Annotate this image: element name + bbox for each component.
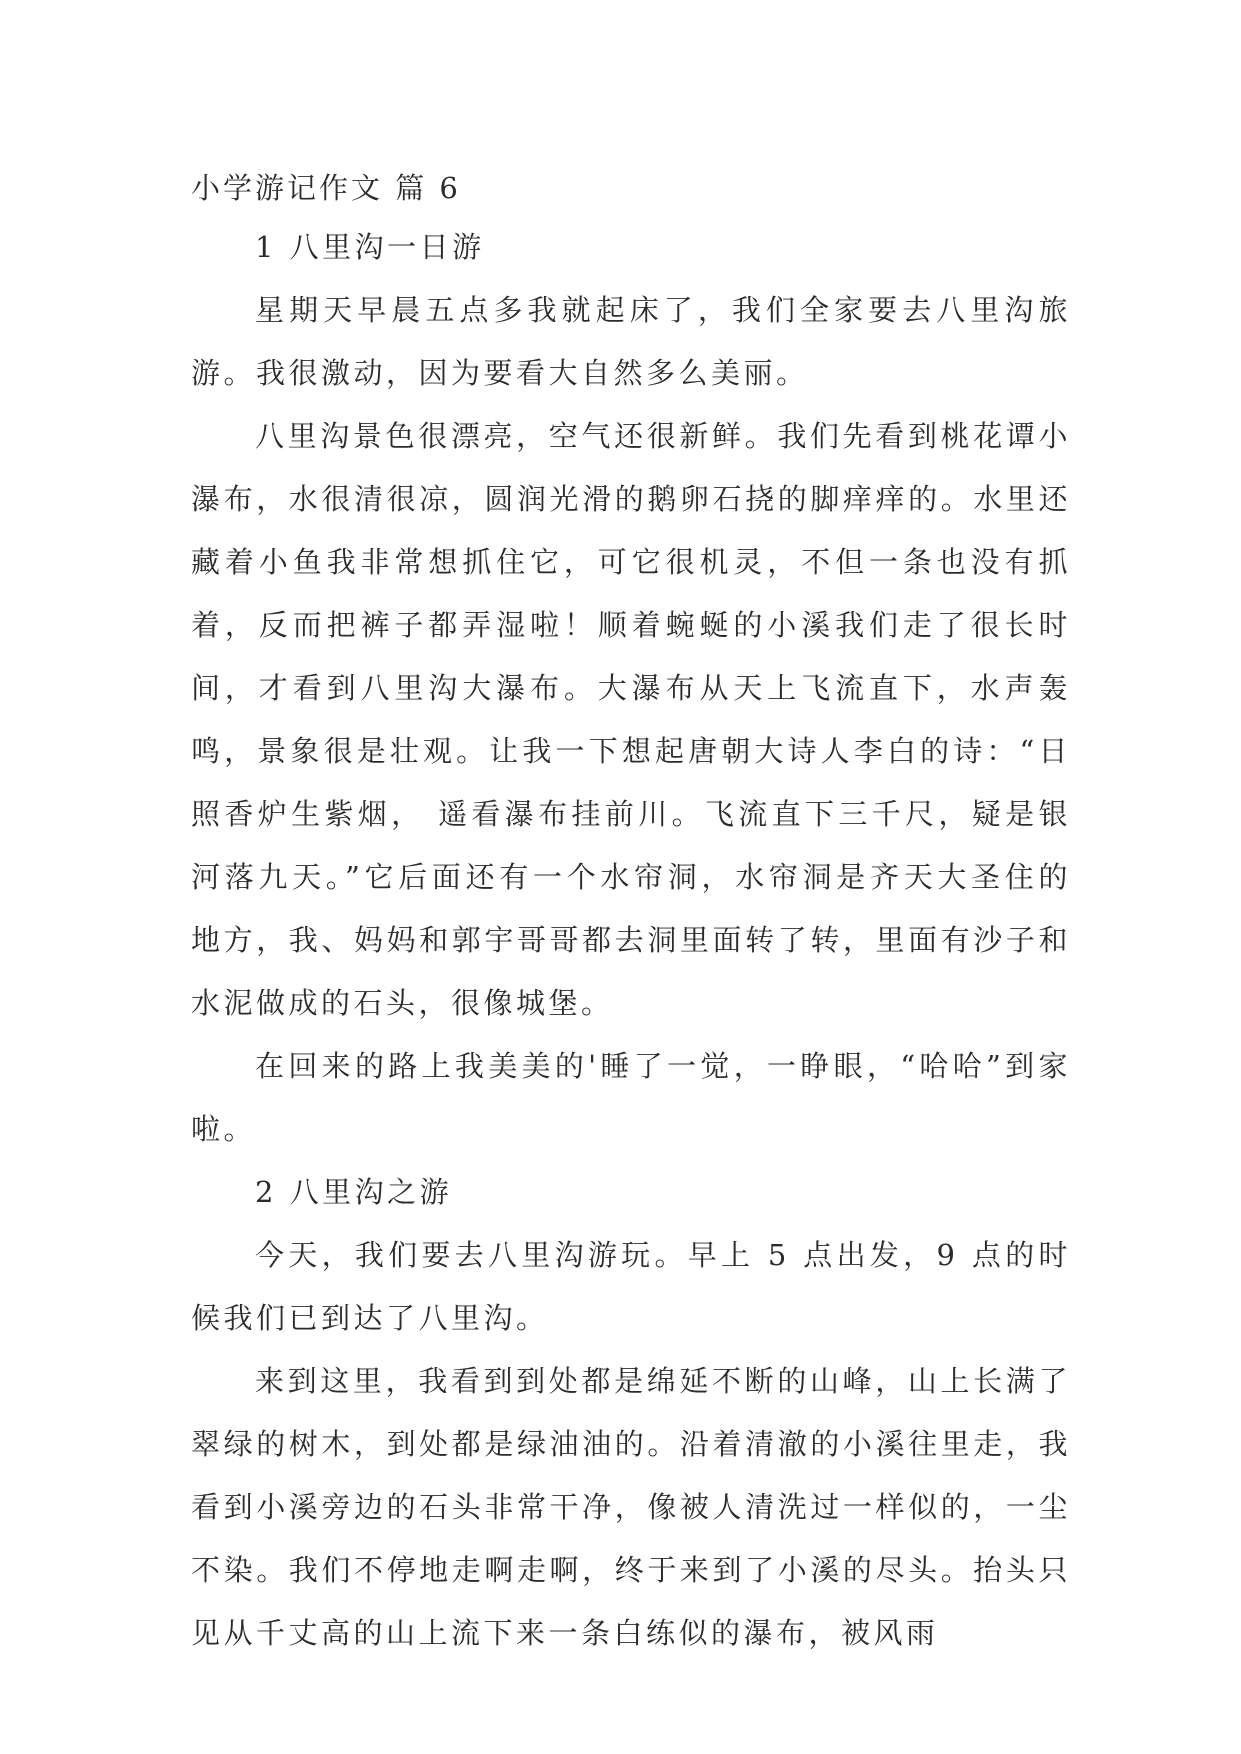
paragraph: 今天，我们要去八里沟游玩。早上 5 点出发，9 点的时候我们已到达了八里沟。	[191, 1238, 1071, 1335]
paragraph: 在回来的路上我美美的'睡了一觉，一睁眼，“哈哈”到家啦。	[191, 1049, 1071, 1146]
section-heading: 1 八里沟一日游	[255, 230, 485, 264]
document-page	[191, 160, 1071, 1665]
section-heading: 2 八里沟之游	[255, 1175, 453, 1209]
section-1	[191, 216, 1071, 1161]
document-title: 小学游记作文 篇 6	[191, 171, 461, 205]
paragraph: 星期天早晨五点多我就起床了，我们全家要去八里沟旅游。我很激动，因为要看大自然多么美丽。	[191, 293, 1071, 390]
section-2	[191, 1161, 1071, 1665]
paragraph: 八里沟景色很漂亮，空气还很新鲜。我们先看到桃花谭小瀑布，水很清很凉，圆润光滑的鹅卵石挠的脚痒痒的。水里还藏着小鱼我非常想抓住它，可它很机灵，不但一条也没有抓着，反而把裤子都弄湿啦！顺着蜿蜒的小溪我们走了很长时间，才看到八里沟大瀑布。大瀑布从天上飞流直下，水声轰鸣，景象很是壮观。让我一下想起唐朝大诗人李白的诗：“日照香炉生紫烟， 遥看瀑布挂前川。飞流直下三千尺，疑是银河落九天。”它后面还有一个水帘洞，水帘洞是齐天大圣住的地方，我、妈妈和郭宇哥哥都去洞里面转了转，里面有沙子和水泥做成的石头，很像城堡。	[191, 419, 1071, 1020]
paragraph: 来到这里，我看到到处都是绵延不断的山峰，山上长满了翠绿的树木，到处都是绿油油的。沿着清澈的小溪往里走，我看到小溪旁边的石头非常干净，像被人清洗过一样似的，一尘不染。我们不停地走啊走啊，终于来到了小溪的尽头。抬头只见从千丈高的山上流下来一条白练似的瀑布，被风雨	[191, 1364, 1071, 1650]
